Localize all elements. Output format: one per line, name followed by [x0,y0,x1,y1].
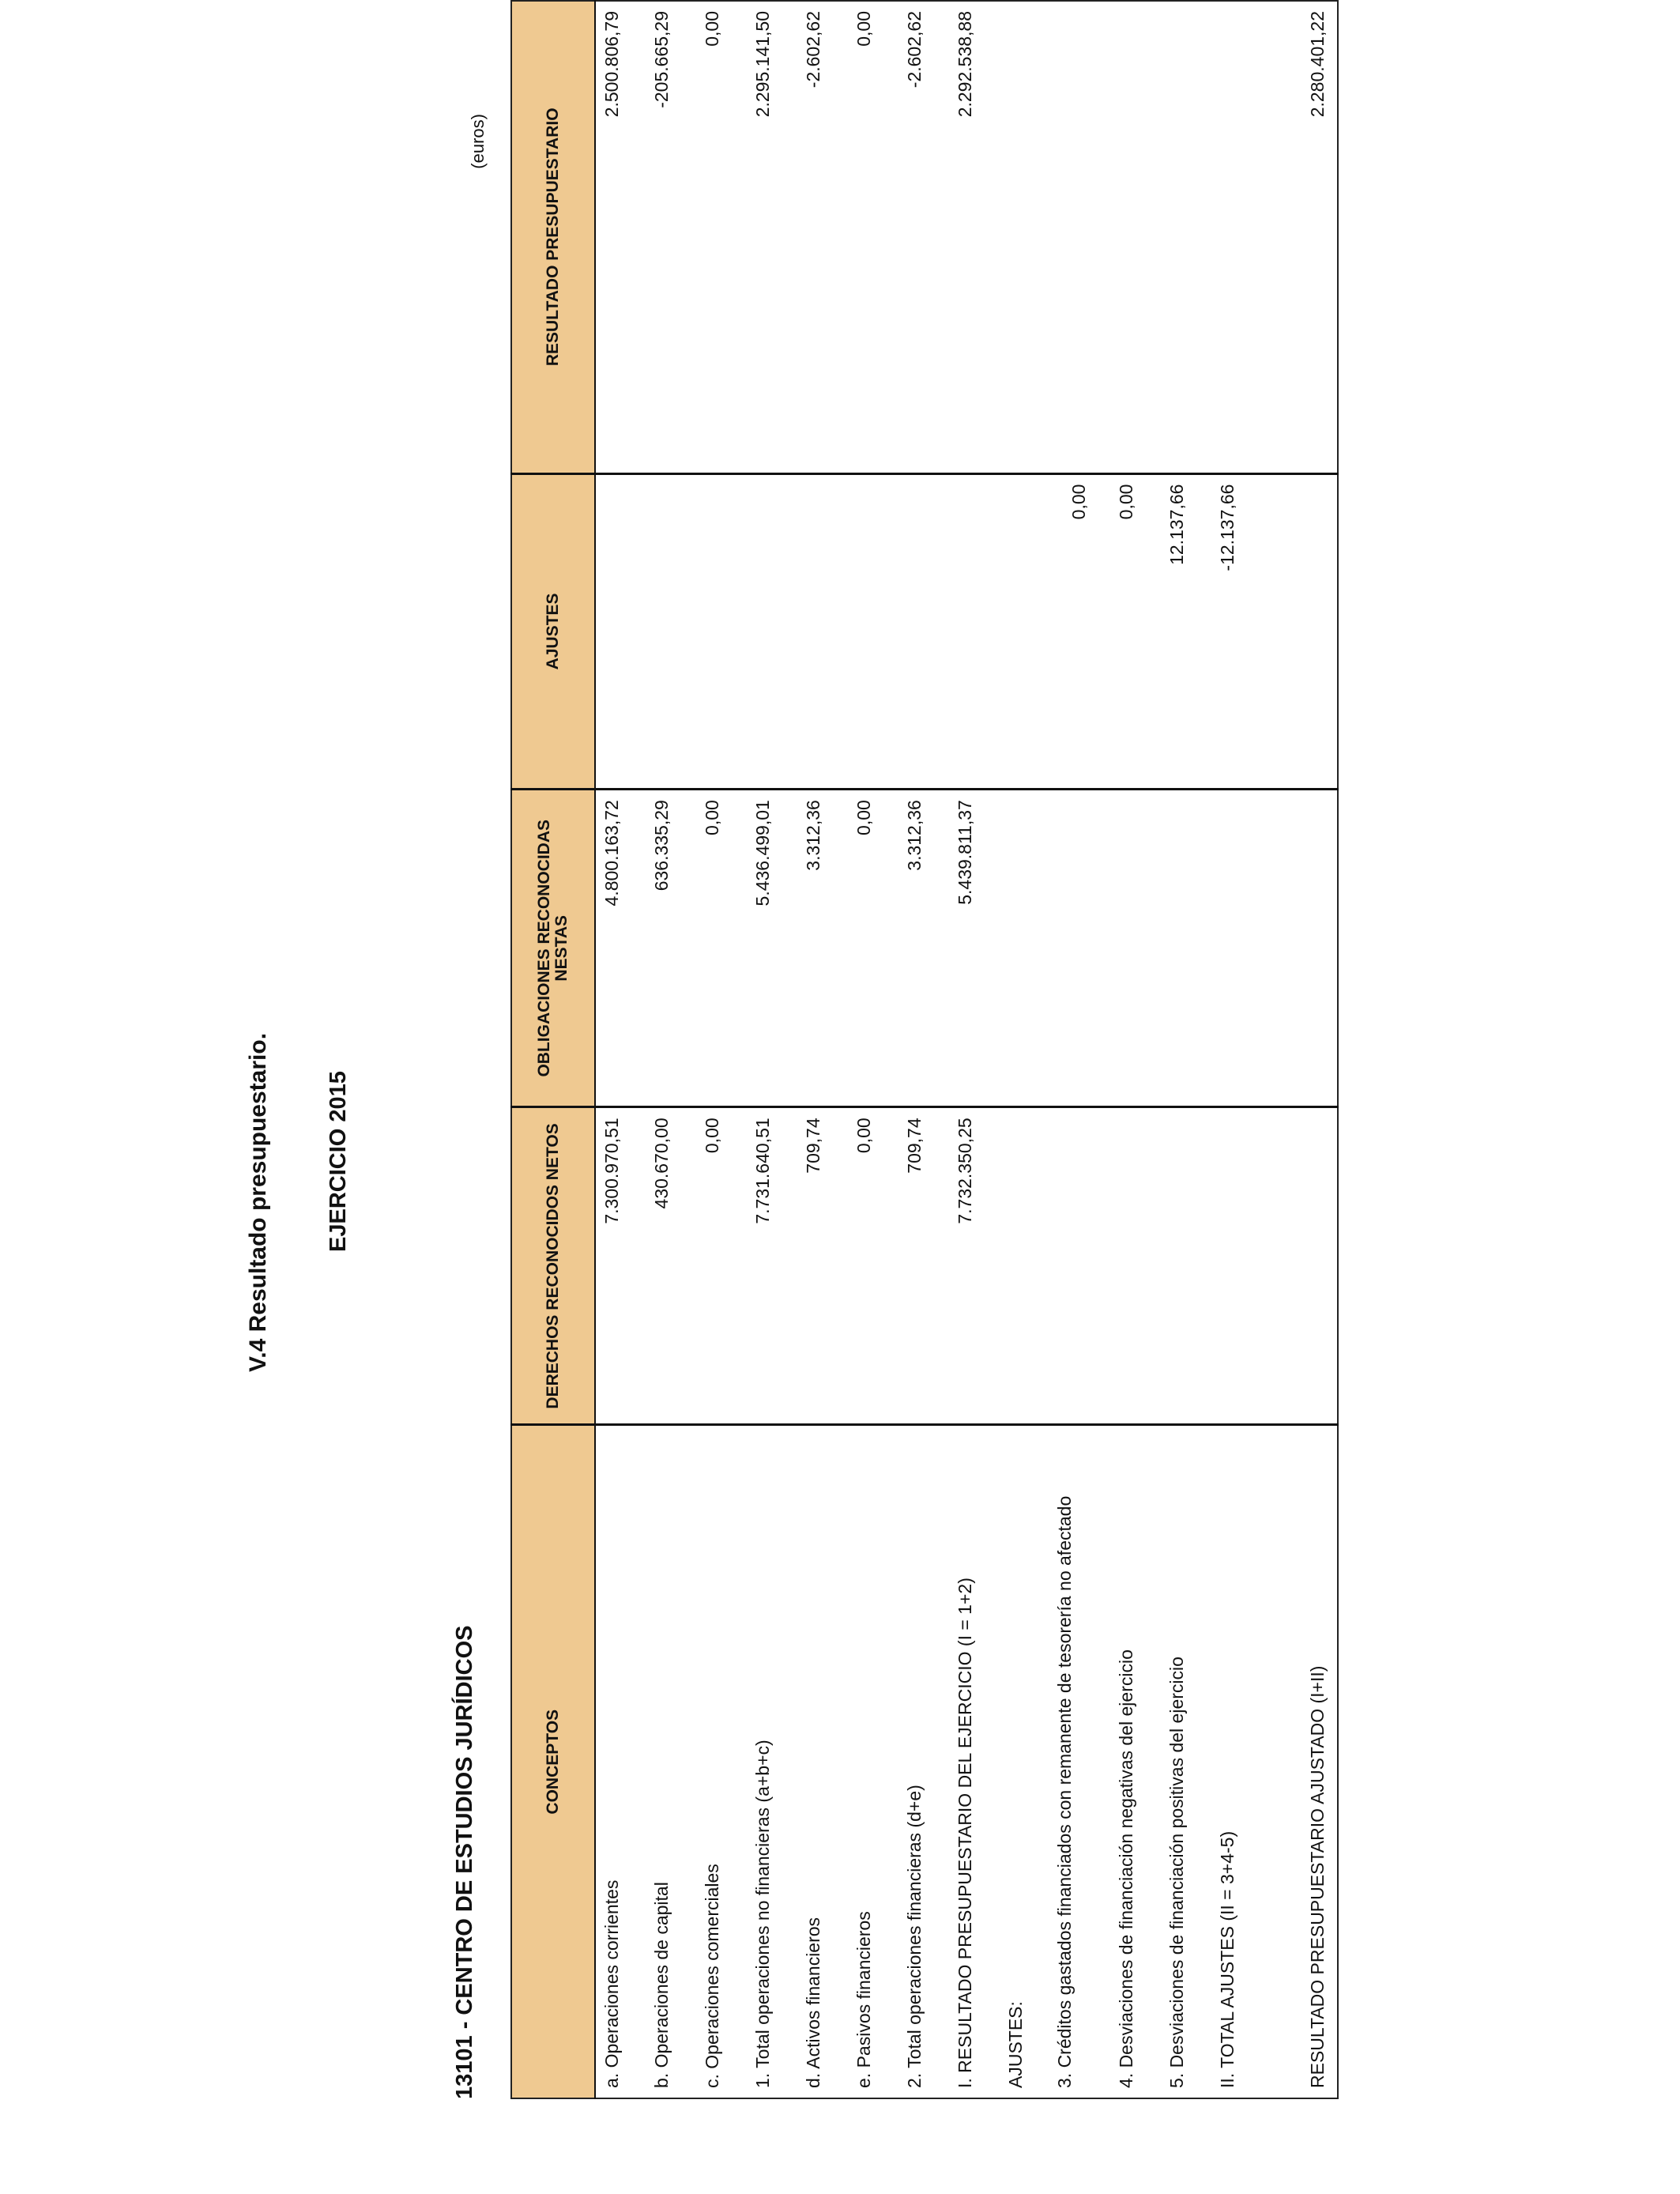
result-cell [1050,1,1110,473]
table-row [898,1,949,2098]
table-row [1050,1,1110,2098]
obligations-cell: 3.312,36 [797,790,848,1107]
concept-cell: 4. Desviaciones de financiación negativas del ejercicio [1110,1425,1161,2098]
obligations-cell [1110,790,1161,1107]
header-obligations: OBLIGACIONES RECONOCIDAS NESTAS [511,790,595,1107]
rights-cell [1262,1107,1338,1425]
rights-cell: 7.731.640,51 [747,1107,797,1425]
table-row [696,1,747,2098]
obligations-cell [1050,790,1110,1107]
rights-cell [1050,1107,1110,1425]
rights-cell [1211,1107,1262,1425]
header-rights: DERECHOS RECONOCIDOS NETOS [511,1107,595,1425]
adjustments-cell [595,473,646,790]
rights-cell: 7.300.970,51 [595,1107,646,1425]
obligations-cell: 3.312,36 [898,790,949,1107]
adjustments-cell: 12.137,66 [1161,473,1211,790]
rights-cell: 709,74 [797,1107,848,1425]
header-adjustments: AJUSTES [511,473,595,790]
concept-cell: a. Operaciones corrientes [595,1425,646,2098]
result-cell [1000,1,1050,473]
page-title: V.4 Resultado presupuestario. [245,1032,271,1372]
rights-cell [1161,1107,1211,1425]
header-result: RESULTADO PRESUPUESTARIO [511,1,595,473]
result-cell: 0,00 [853,11,874,47]
adjustments-cell [949,473,1000,790]
result-cell: 0,00 [702,11,722,47]
table-row [797,1,848,2098]
units-label: (euros) [468,114,488,169]
rights-cell: 0,00 [696,1107,747,1425]
obligations-cell [1161,790,1211,1107]
table-row [747,1,797,2098]
table-row [949,1,1000,2098]
rights-cell: 709,74 [898,1107,949,1425]
concept-cell: b. Operaciones de capital [646,1425,696,2098]
obligations-cell: 5.439.811,37 [949,790,1000,1107]
adjustments-cell [1262,473,1338,790]
obligations-cell [1262,790,1338,1107]
entity-name: 13101 - CENTRO DE ESTUDIOS JURÍDICOS [452,1625,477,2099]
obligations-cell [1000,790,1050,1107]
adjustments-cell [848,473,898,790]
result-cell [1211,1,1262,473]
obligations-cell: 5.436.499,01 [747,790,797,1107]
table-row [848,1,898,2098]
concept-cell: d. Activos financieros [797,1425,848,2098]
obligations-cell: 0,00 [848,790,898,1107]
rights-cell [1000,1107,1050,1425]
result-cell: -2.602,62 [904,11,925,89]
table-row [1161,1,1211,2098]
rights-cell [1110,1107,1161,1425]
result-cell [1110,1,1161,473]
concept-cell: 2. Total operaciones financieras (d+e) [898,1425,949,2098]
concept-cell: I. RESULTADO PRESUPUESTARIO DEL EJERCICIO (I = 1+2) [949,1425,1000,2098]
table-row [1211,1,1262,2098]
rights-cell: 0,00 [848,1107,898,1425]
obligations-cell [1211,790,1262,1107]
result-cell: 2.280.401,22 [1307,11,1328,118]
result-cell: 2.292.538,88 [955,11,975,118]
concept-cell: e. Pasivos financieros [848,1425,898,2098]
adjustments-cell [696,473,747,790]
adjustments-cell: -12.137,66 [1211,473,1262,790]
exercise-year: EJERCICIO 2015 [326,1071,351,1252]
concept-cell: II. TOTAL AJUSTES (II = 3+4-5) [1211,1425,1262,2098]
table-row [1110,1,1161,2098]
header-concepts: CONCEPTOS [511,1425,595,2098]
table-row [646,1,696,2098]
concept-cell: AJUSTES: [1000,1425,1050,2098]
obligations-cell: 4.800.163,72 [595,790,646,1107]
concept-cell: c. Operaciones comerciales [696,1425,747,2098]
concept-cell: 5. Desviaciones de financiación positivas del ejercicio [1161,1425,1211,2098]
table-row [1262,1,1338,2098]
obligations-cell: 0,00 [696,790,747,1107]
adjustments-cell [797,473,848,790]
concept-cell: RESULTADO PRESUPUESTARIO AJUSTADO (I+II) [1262,1425,1338,2098]
result-cell: -205.665,29 [651,11,672,108]
budget-result-table [510,0,1339,2099]
concept-cell: 3. Créditos gastados financiados con remanente de tesorería no afectado [1050,1425,1110,2098]
adjustments-cell [898,473,949,790]
obligations-cell: 636.335,29 [646,790,696,1107]
rights-cell: 7.732.350,25 [949,1107,1000,1425]
adjustments-cell [646,473,696,790]
adjustments-cell: 0,00 [1110,473,1161,790]
adjustments-cell [1000,473,1050,790]
result-cell: 2.500.806,79 [601,11,622,118]
adjustments-cell [747,473,797,790]
table-row [1000,1,1050,2098]
adjustments-cell: 0,00 [1050,473,1110,790]
result-cell: 2.295.141,50 [752,11,773,118]
result-cell [1161,1,1211,473]
header-row [511,1,595,2098]
result-cell: -2.602,62 [803,11,823,89]
table-row [595,1,646,2098]
concept-cell: 1. Total operaciones no financieras (a+b+c) [747,1425,797,2098]
rights-cell: 430.670,00 [646,1107,696,1425]
